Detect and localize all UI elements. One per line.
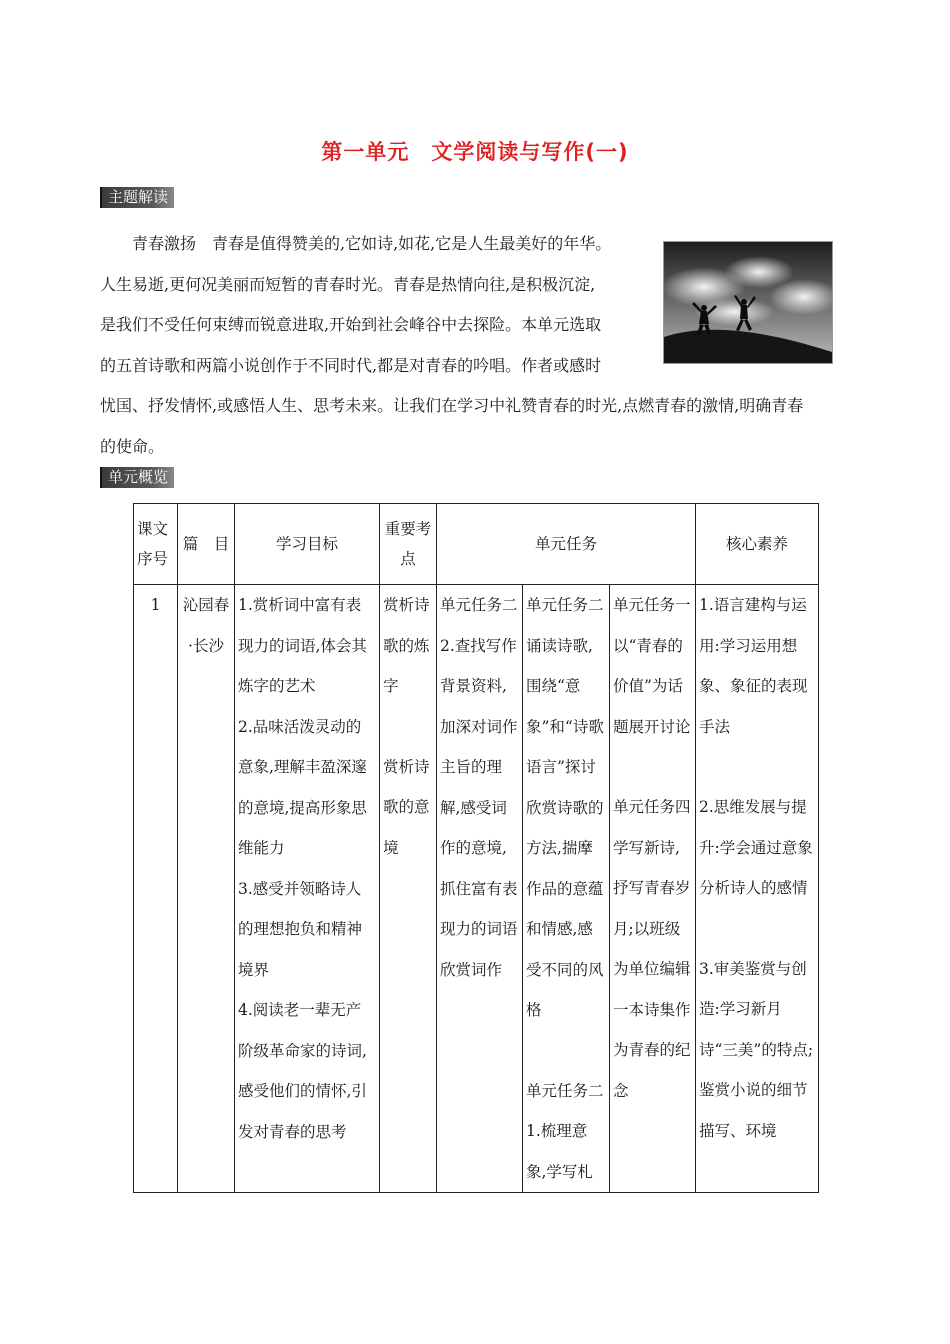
header-goals: 学习目标	[235, 504, 380, 585]
literacy-item: 2.思维发展与提升:学会通过意象分析诗人的感情	[699, 798, 813, 897]
task-text: 单元任务二1.梳理意象,学写札	[526, 1081, 604, 1181]
intro-line: 是我们不受任何束缚而锐意进取,开始到社会峰谷中去探险。本单元选取	[100, 315, 602, 334]
unit-overview-table	[133, 503, 819, 1193]
task-text: 单元任务一以“青春的价值”为话题展开讨论	[613, 596, 691, 736]
task-cell-a	[437, 585, 523, 1193]
table-header-row	[134, 504, 819, 585]
literacy-cell	[696, 585, 819, 1193]
literacy-item: 1.语言建构与运用:学习运用想象、象征的表现手法	[699, 596, 808, 736]
goal-item: 1.赏析词中富有表现力的词语,体会其炼字的艺术	[238, 596, 367, 695]
section-tag-theme: 主题解读	[100, 187, 174, 208]
header-key-points: 重要考点	[380, 504, 437, 585]
literacy-item: 3.审美鉴赏与创造:学习新月诗“三美”的特点;鉴赏小说的细节描写、环境	[699, 959, 814, 1140]
goals-cell	[235, 585, 380, 1193]
goal-item: 4.阅读老一辈无产阶级革命家的诗词,感受他们的情怀,引发对青春的思考	[238, 1001, 367, 1141]
intro-line: 忧国、抒发情怀,或感悟人生、思考未来。让我们在学习中礼赞青春的时光,点燃青春的激情,明确青春	[100, 396, 804, 415]
header-piece: 篇 目	[178, 504, 235, 585]
table-row	[134, 585, 819, 1193]
task-text: 单元任务四学写新诗,抒写青春岁月;以班级为单位编辑一本诗集作为青春的纪念	[613, 798, 691, 1100]
goal-item: 3.感受并领略诗人的理想抱负和精神境界	[238, 879, 363, 979]
intro-line: 的使命。	[100, 436, 165, 456]
intro-line: 的五首诗歌和两篇小说创作于不同时代,都是对青春的吟唱。作者或感时	[100, 355, 602, 375]
intro-line: 青春激扬 青春是值得赞美的,它如诗,如花,它是人生最美好的年华。	[132, 234, 612, 253]
page-title: 第一单元 文学阅读与写作(一)	[321, 140, 629, 164]
task-cell-b	[523, 585, 610, 1193]
task-text: 单元任务二诵读诗歌,围绕“意象”和“诗歌语言”探讨欣赏诗歌的方法,揣摩作品的意蕴和情感,感受不同的风格	[526, 596, 604, 1019]
key-point: 赏析诗歌的炼字	[383, 596, 430, 695]
key-point: 赏析诗歌的意境	[383, 757, 430, 857]
goal-item: 2.品味活泼灵动的意象,理解丰盈深邃的意境,提高形象思维能力	[238, 717, 367, 857]
task-text: 单元任务二2.查找写作背景资料,加深对词作主旨的理解,感受词作的意境,抓住富有表现力的词语欣赏词作	[440, 596, 518, 979]
header-core-literacy: 核心素养	[696, 504, 819, 585]
intro-line: 人生易逝,更何况美丽而短暂的青春时光。青春是热情向往,是积极沉淀,	[100, 274, 596, 294]
section-tag-overview: 单元概览	[100, 467, 174, 488]
header-unit-tasks: 单元任务	[437, 504, 696, 585]
lesson-number: 1	[134, 585, 178, 1193]
task-cell-c	[610, 585, 696, 1193]
piece-title: 沁园春·长沙	[178, 585, 235, 1193]
header-lesson-number: 课文序号	[134, 504, 178, 585]
key-points-cell	[380, 585, 437, 1193]
youth-photo	[663, 241, 833, 364]
